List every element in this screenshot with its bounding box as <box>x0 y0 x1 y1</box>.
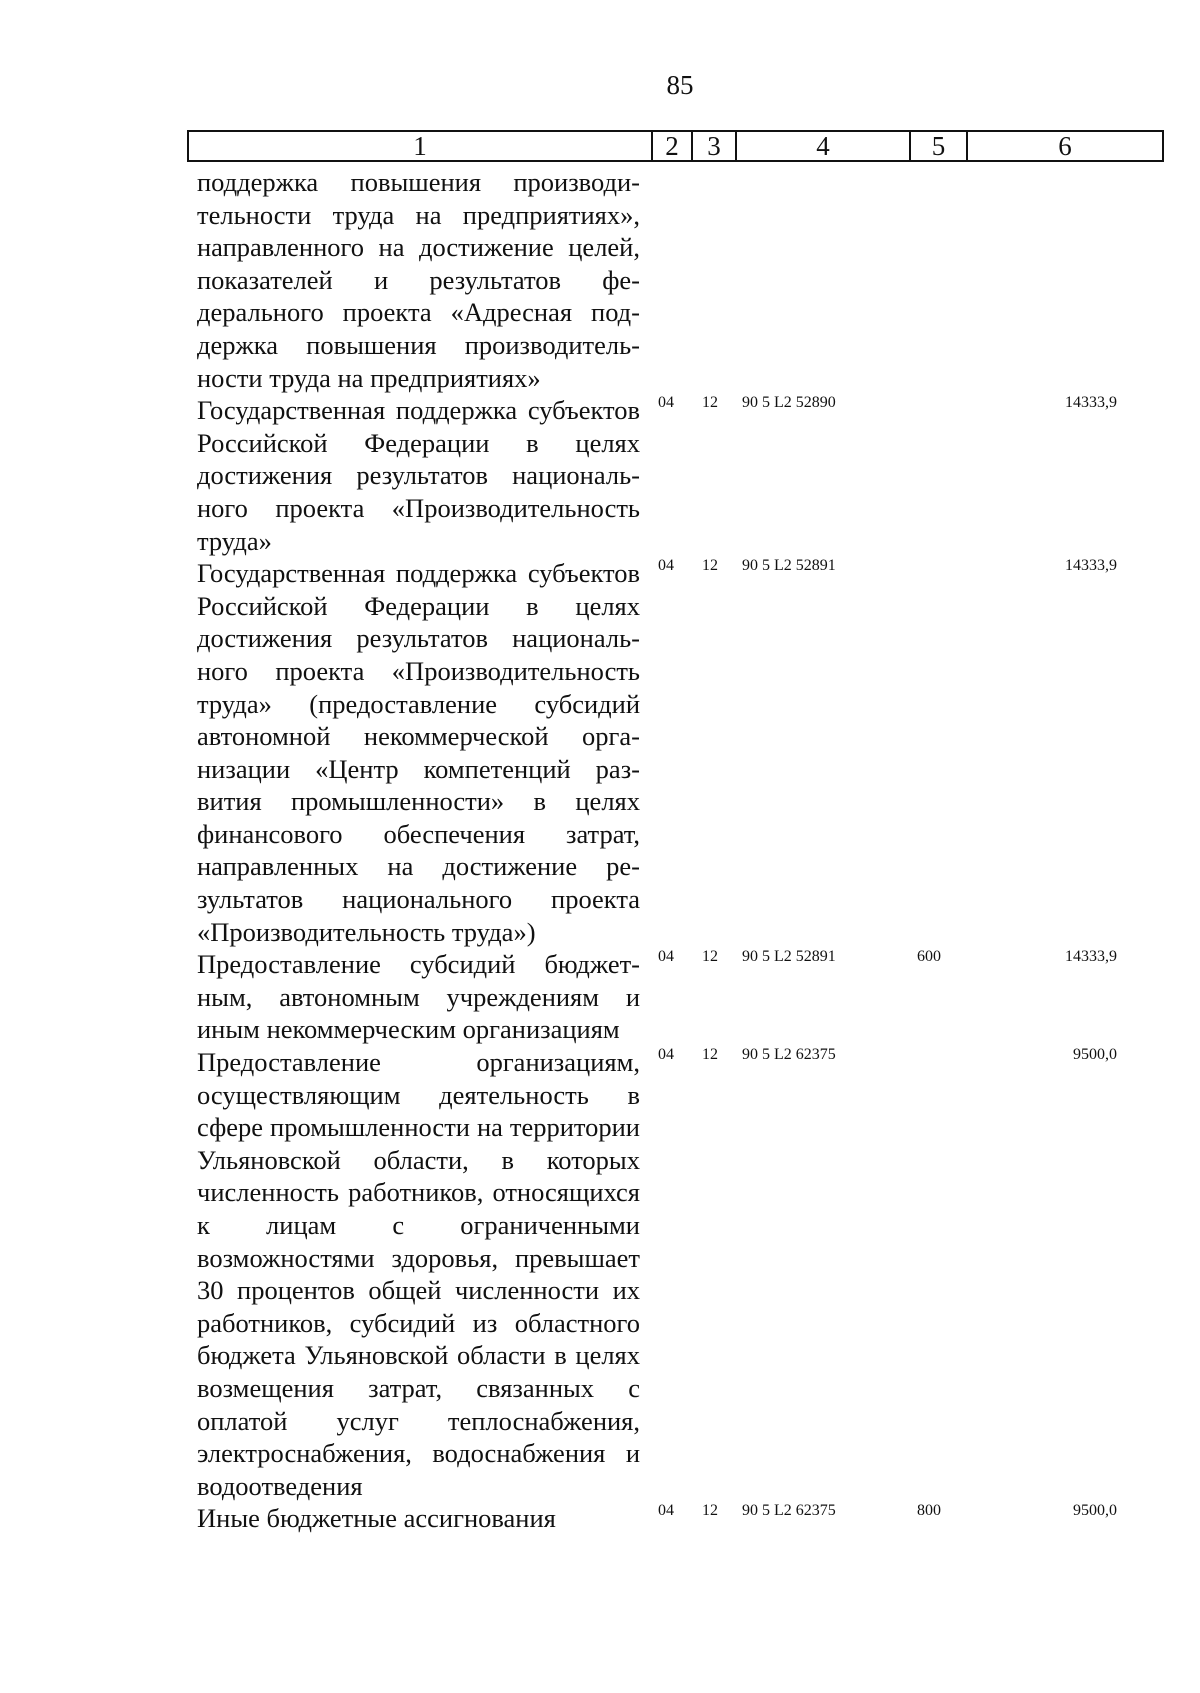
row-amount: 14333,9 <box>1065 948 1117 966</box>
row-description: Государственная поддержка субъектов Российской Федерации в целях достижения результатов национального проекта «Производительность труда» (предоставление субсидий автономной некоммерческой организации «Центр компетенций развития промышленности» в целях финансового обеспечения затрат, направленных на достижение результатов национального проекта «Производительность труда») <box>197 558 640 947</box>
table-header <box>187 130 1164 162</box>
row-subsection-code: 12 <box>702 1502 718 1520</box>
row-amount: 9500,0 <box>1073 1502 1117 1520</box>
table-row <box>197 557 1157 948</box>
header-col-2: 2 <box>653 132 693 160</box>
row-section-code: 04 <box>658 557 674 575</box>
row-subsection-code: 12 <box>702 948 718 966</box>
row-target-article: 90 5 L2 52891 <box>742 557 836 575</box>
row-subsection-code: 12 <box>702 557 718 575</box>
budget-table-body <box>197 166 1157 1535</box>
row-subsection-code: 12 <box>702 1046 718 1064</box>
row-section-code: 04 <box>658 948 674 966</box>
table-row <box>197 948 1157 1046</box>
row-amount: 14333,9 <box>1065 557 1117 575</box>
row-target-article: 90 5 L2 62375 <box>742 1046 836 1064</box>
row-description: Иные бюджетные ассигнования <box>197 1503 556 1534</box>
row-subsection-code: 12 <box>702 394 718 412</box>
row-target-article: 90 5 L2 52891 <box>742 948 836 966</box>
header-col-1: 1 <box>189 132 653 160</box>
row-target-article: 90 5 L2 62375 <box>742 1502 836 1520</box>
row-section-code: 04 <box>658 394 674 412</box>
row-section-code: 04 <box>658 1502 674 1520</box>
row-expense-type: 800 <box>917 1502 941 1520</box>
table-row <box>197 1046 1157 1502</box>
row-amount: 9500,0 <box>1073 1046 1117 1064</box>
row-amount: 14333,9 <box>1065 394 1117 412</box>
row-description: Предоставление субсидий бюджетным, автономным учреждениям и иным некоммерческим организациям <box>197 949 640 1045</box>
row-description: поддержка повышения производительности труда на предприятиях», направленного на достижение целей, показателей и результатов федерального проекта «Адресная поддержка повышения производительности труда на предприятиях» <box>197 167 640 393</box>
row-expense-type: 600 <box>917 948 941 966</box>
header-col-3: 3 <box>693 132 737 160</box>
table-row <box>197 1502 1157 1535</box>
header-col-6: 6 <box>1058 131 1072 161</box>
row-section-code: 04 <box>658 1046 674 1064</box>
table-row <box>197 394 1157 557</box>
header-col-4: 4 <box>737 132 911 160</box>
header-col-5: 5 <box>911 132 968 160</box>
row-description: Государственная поддержка субъектов Российской Федерации в целях достижения результатов национального проекта «Производительность труда» <box>197 395 640 556</box>
table-row <box>197 166 1157 394</box>
row-target-article: 90 5 L2 52890 <box>742 394 836 412</box>
page-number: 85 <box>666 70 694 100</box>
row-description: Предоставление организациям, осуществляющим деятельность в сфере промышленности на территории Ульяновской области, в которых численность работников, относящихся к лицам с ограниченными возможностями здоровья, превышает 30 процентов общей численности их работников, субсидий из областного бюджета Ульяновской области в целях возмещения затрат, связанных с оплатой услуг теплоснабжения, электроснабжения, водоснабжения и водоотведения <box>197 1047 640 1501</box>
